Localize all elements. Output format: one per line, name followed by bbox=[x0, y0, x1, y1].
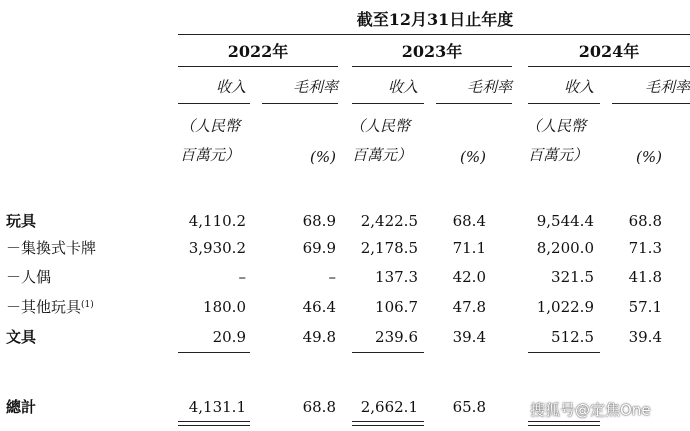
total-double-rule-2024 bbox=[528, 421, 600, 426]
row-label bbox=[6, 270, 51, 285]
cell-rev-2024: 512.5 bbox=[551, 328, 594, 346]
unit-2024-line2: 百萬元） bbox=[528, 146, 589, 164]
revenue-header-2024: 收入 bbox=[563, 78, 594, 96]
cell-gm-2022: 46.4 bbox=[302, 298, 336, 316]
cell-rev-2024: 321.5 bbox=[551, 268, 594, 286]
cell-gm-2024: 68.8 bbox=[628, 212, 662, 230]
subtotal-rule-rev-2023 bbox=[352, 352, 424, 353]
cell-rev-2023: 239.6 bbox=[375, 328, 418, 346]
row-label-text: －人偶 bbox=[6, 268, 52, 286]
unit-2022-line1: （人民幣 bbox=[180, 117, 241, 135]
subheader-rule-gm-2023 bbox=[436, 103, 512, 104]
row-label bbox=[6, 330, 36, 345]
year-header-2024: 2024年 bbox=[578, 42, 640, 61]
revenue-header-2023: 收入 bbox=[387, 78, 418, 96]
row-label-text: 文具 bbox=[6, 328, 37, 346]
cell-gm-2022: 49.8 bbox=[302, 328, 336, 346]
cell-rev-2022: 180.0 bbox=[203, 298, 246, 316]
year-header-2023: 2023年 bbox=[401, 42, 463, 61]
cell-gm-2023: 68.4 bbox=[452, 212, 486, 230]
cell-gm-2024: 39.4 bbox=[628, 328, 662, 346]
percent-2022: (%) bbox=[310, 148, 336, 166]
total-gm-2023: 65.8 bbox=[452, 398, 486, 416]
cell-rev-2022: 20.9 bbox=[212, 328, 246, 346]
year-rule-2023 bbox=[352, 66, 512, 67]
cell-rev-2024: 1,022.9 bbox=[536, 298, 594, 316]
row-label bbox=[6, 241, 96, 256]
cell-rev-2024: 8,200.0 bbox=[536, 239, 594, 257]
cell-gm-2022: 68.9 bbox=[302, 212, 336, 230]
unit-2023-line1: （人民幣 bbox=[350, 117, 411, 135]
unit-2024-line1: （人民幣 bbox=[526, 117, 587, 135]
footnote-marker: (1) bbox=[81, 300, 94, 310]
cell-rev-2023: 137.3 bbox=[375, 268, 418, 286]
total-gm-2022: 68.8 bbox=[302, 398, 336, 416]
year-header-2022: 2022年 bbox=[227, 42, 289, 61]
cell-rev-2023: 106.7 bbox=[375, 298, 418, 316]
cell-gm-2024: 57.1 bbox=[628, 298, 662, 316]
cell-rev-2024: 9,544.4 bbox=[536, 212, 594, 230]
total-rev-2023: 2,662.1 bbox=[360, 398, 418, 416]
subtotal-rule-rev-2022 bbox=[178, 352, 250, 353]
period-header: 截至12月31日止年度 bbox=[356, 10, 514, 29]
row-label bbox=[6, 214, 36, 229]
cell-rev-2022: 3,930.2 bbox=[188, 239, 246, 257]
cell-gm-2023: 71.1 bbox=[452, 239, 486, 257]
unit-2023-line2: 百萬元） bbox=[352, 146, 413, 164]
cell-gm-2022: – bbox=[328, 268, 336, 286]
cell-rev-2023: 2,422.5 bbox=[360, 212, 418, 230]
year-rule-2022 bbox=[178, 66, 338, 67]
cell-gm-2022: 69.9 bbox=[302, 239, 336, 257]
cell-gm-2023: 39.4 bbox=[452, 328, 486, 346]
subheader-rule-rev-2022 bbox=[178, 103, 250, 104]
period-rule bbox=[178, 34, 690, 35]
cell-gm-2023: 42.0 bbox=[452, 268, 486, 286]
subheader-rule-gm-2024 bbox=[612, 103, 690, 104]
subheader-rule-gm-2022 bbox=[262, 103, 338, 104]
margin-header-2024: 毛利率 bbox=[644, 78, 690, 96]
margin-header-2023: 毛利率 bbox=[466, 78, 512, 96]
unit-2022-line2: 百萬元） bbox=[180, 146, 241, 164]
total-rev-2022: 4,131.1 bbox=[188, 398, 246, 416]
cell-gm-2024: 41.8 bbox=[628, 268, 662, 286]
cell-rev-2023: 2,178.5 bbox=[360, 239, 418, 257]
percent-2023: (%) bbox=[460, 148, 486, 166]
total-label: 總計 bbox=[6, 398, 37, 416]
revenue-header-2022: 收入 bbox=[215, 78, 246, 96]
cell-gm-2023: 47.8 bbox=[452, 298, 486, 316]
margin-header-2022: 毛利率 bbox=[292, 78, 338, 96]
subheader-rule-rev-2024 bbox=[528, 103, 600, 104]
watermark: 搜狐号@定焦One bbox=[530, 401, 651, 419]
row-label-text: －其他玩具 bbox=[6, 298, 82, 316]
subtotal-rule-rev-2024 bbox=[528, 352, 600, 353]
total-double-rule-2022 bbox=[178, 421, 250, 426]
year-rule-2024 bbox=[528, 66, 690, 67]
cell-rev-2022: – bbox=[238, 268, 246, 286]
cell-rev-2022: 4,110.2 bbox=[188, 212, 246, 230]
row-label bbox=[6, 300, 94, 315]
total-double-rule-2023 bbox=[352, 421, 424, 426]
percent-2024: (%) bbox=[636, 148, 662, 166]
row-label-text: －集換式卡牌 bbox=[6, 239, 97, 257]
subheader-rule-rev-2023 bbox=[352, 103, 424, 104]
cell-gm-2024: 71.3 bbox=[628, 239, 662, 257]
row-label-text: 玩具 bbox=[6, 212, 37, 230]
